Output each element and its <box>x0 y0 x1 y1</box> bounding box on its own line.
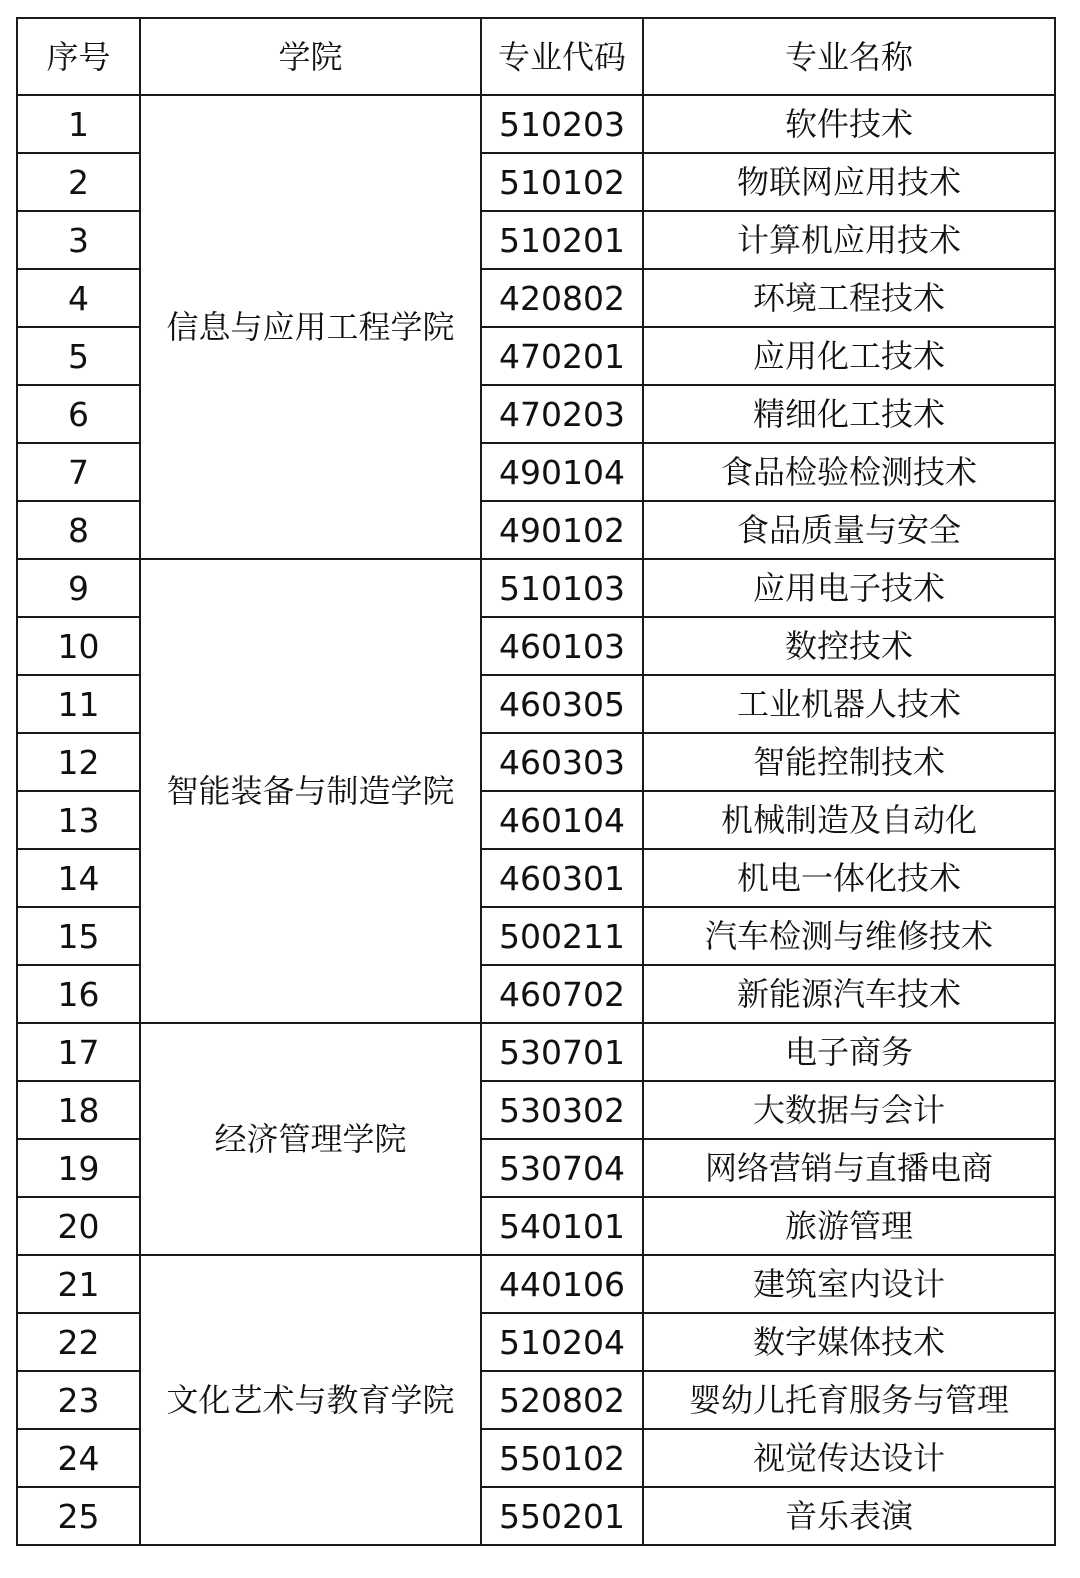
serial-number-cell: 17 <box>17 1023 140 1081</box>
major-code-cell: 510201 <box>481 211 643 269</box>
major-name-cell: 电子商务 <box>643 1023 1055 1081</box>
major-code-cell: 460103 <box>481 617 643 675</box>
major-code-cell: 460301 <box>481 849 643 907</box>
serial-number-cell: 24 <box>17 1429 140 1487</box>
major-name-cell: 大数据与会计 <box>643 1081 1055 1139</box>
major-code-cell: 490104 <box>481 443 643 501</box>
serial-number-cell: 23 <box>17 1371 140 1429</box>
serial-number-cell: 7 <box>17 443 140 501</box>
serial-number-cell: 20 <box>17 1197 140 1255</box>
serial-number-cell: 13 <box>17 791 140 849</box>
major-name-cell: 应用化工技术 <box>643 327 1055 385</box>
header-major-name: 专业名称 <box>643 18 1055 95</box>
major-name-cell: 建筑室内设计 <box>643 1255 1055 1313</box>
major-name-cell: 汽车检测与维修技术 <box>643 907 1055 965</box>
major-code-cell: 470201 <box>481 327 643 385</box>
major-code-cell: 460305 <box>481 675 643 733</box>
majors-table <box>16 17 1056 1546</box>
major-code-cell: 510204 <box>481 1313 643 1371</box>
major-name-cell: 旅游管理 <box>643 1197 1055 1255</box>
major-code-cell: 550102 <box>481 1429 643 1487</box>
major-name-cell: 物联网应用技术 <box>643 153 1055 211</box>
serial-number-cell: 4 <box>17 269 140 327</box>
serial-number-cell: 6 <box>17 385 140 443</box>
majors-table-container <box>16 17 1054 1546</box>
serial-number-cell: 12 <box>17 733 140 791</box>
major-name-cell: 视觉传达设计 <box>643 1429 1055 1487</box>
major-name-cell: 新能源汽车技术 <box>643 965 1055 1023</box>
major-code-cell: 440106 <box>481 1255 643 1313</box>
major-code-cell: 460104 <box>481 791 643 849</box>
major-code-cell: 530704 <box>481 1139 643 1197</box>
major-name-cell: 音乐表演 <box>643 1487 1055 1545</box>
major-code-cell: 530302 <box>481 1081 643 1139</box>
table-row <box>17 95 1055 153</box>
major-name-cell: 网络营销与直播电商 <box>643 1139 1055 1197</box>
major-name-cell: 食品质量与安全 <box>643 501 1055 559</box>
major-code-cell: 470203 <box>481 385 643 443</box>
serial-number-cell: 21 <box>17 1255 140 1313</box>
major-code-cell: 490102 <box>481 501 643 559</box>
serial-number-cell: 1 <box>17 95 140 153</box>
table-header-row <box>17 18 1055 95</box>
serial-number-cell: 22 <box>17 1313 140 1371</box>
serial-number-cell: 10 <box>17 617 140 675</box>
major-name-cell: 环境工程技术 <box>643 269 1055 327</box>
serial-number-cell: 11 <box>17 675 140 733</box>
major-code-cell: 510103 <box>481 559 643 617</box>
major-code-cell: 510102 <box>481 153 643 211</box>
serial-number-cell: 5 <box>17 327 140 385</box>
college-cell: 文化艺术与教育学院 <box>140 1255 481 1545</box>
serial-number-cell: 2 <box>17 153 140 211</box>
major-name-cell: 食品检验检测技术 <box>643 443 1055 501</box>
header-college: 学院 <box>140 18 481 95</box>
major-code-cell: 500211 <box>481 907 643 965</box>
header-major-code: 专业代码 <box>481 18 643 95</box>
header-serial-number: 序号 <box>17 18 140 95</box>
serial-number-cell: 8 <box>17 501 140 559</box>
major-name-cell: 数字媒体技术 <box>643 1313 1055 1371</box>
serial-number-cell: 9 <box>17 559 140 617</box>
college-cell: 信息与应用工程学院 <box>140 95 481 559</box>
major-name-cell: 计算机应用技术 <box>643 211 1055 269</box>
major-name-cell: 机械制造及自动化 <box>643 791 1055 849</box>
serial-number-cell: 14 <box>17 849 140 907</box>
major-name-cell: 机电一体化技术 <box>643 849 1055 907</box>
serial-number-cell: 19 <box>17 1139 140 1197</box>
major-name-cell: 智能控制技术 <box>643 733 1055 791</box>
major-name-cell: 软件技术 <box>643 95 1055 153</box>
major-name-cell: 精细化工技术 <box>643 385 1055 443</box>
serial-number-cell: 25 <box>17 1487 140 1545</box>
table-row <box>17 1255 1055 1313</box>
major-name-cell: 婴幼儿托育服务与管理 <box>643 1371 1055 1429</box>
table-row <box>17 559 1055 617</box>
major-code-cell: 460303 <box>481 733 643 791</box>
major-name-cell: 工业机器人技术 <box>643 675 1055 733</box>
major-code-cell: 460702 <box>481 965 643 1023</box>
major-code-cell: 550201 <box>481 1487 643 1545</box>
serial-number-cell: 16 <box>17 965 140 1023</box>
major-code-cell: 510203 <box>481 95 643 153</box>
table-body <box>17 95 1055 1545</box>
major-code-cell: 520802 <box>481 1371 643 1429</box>
serial-number-cell: 18 <box>17 1081 140 1139</box>
table-row <box>17 1023 1055 1081</box>
major-name-cell: 应用电子技术 <box>643 559 1055 617</box>
serial-number-cell: 3 <box>17 211 140 269</box>
major-code-cell: 540101 <box>481 1197 643 1255</box>
college-cell: 经济管理学院 <box>140 1023 481 1255</box>
college-cell: 智能装备与制造学院 <box>140 559 481 1023</box>
serial-number-cell: 15 <box>17 907 140 965</box>
major-code-cell: 530701 <box>481 1023 643 1081</box>
major-code-cell: 420802 <box>481 269 643 327</box>
major-name-cell: 数控技术 <box>643 617 1055 675</box>
